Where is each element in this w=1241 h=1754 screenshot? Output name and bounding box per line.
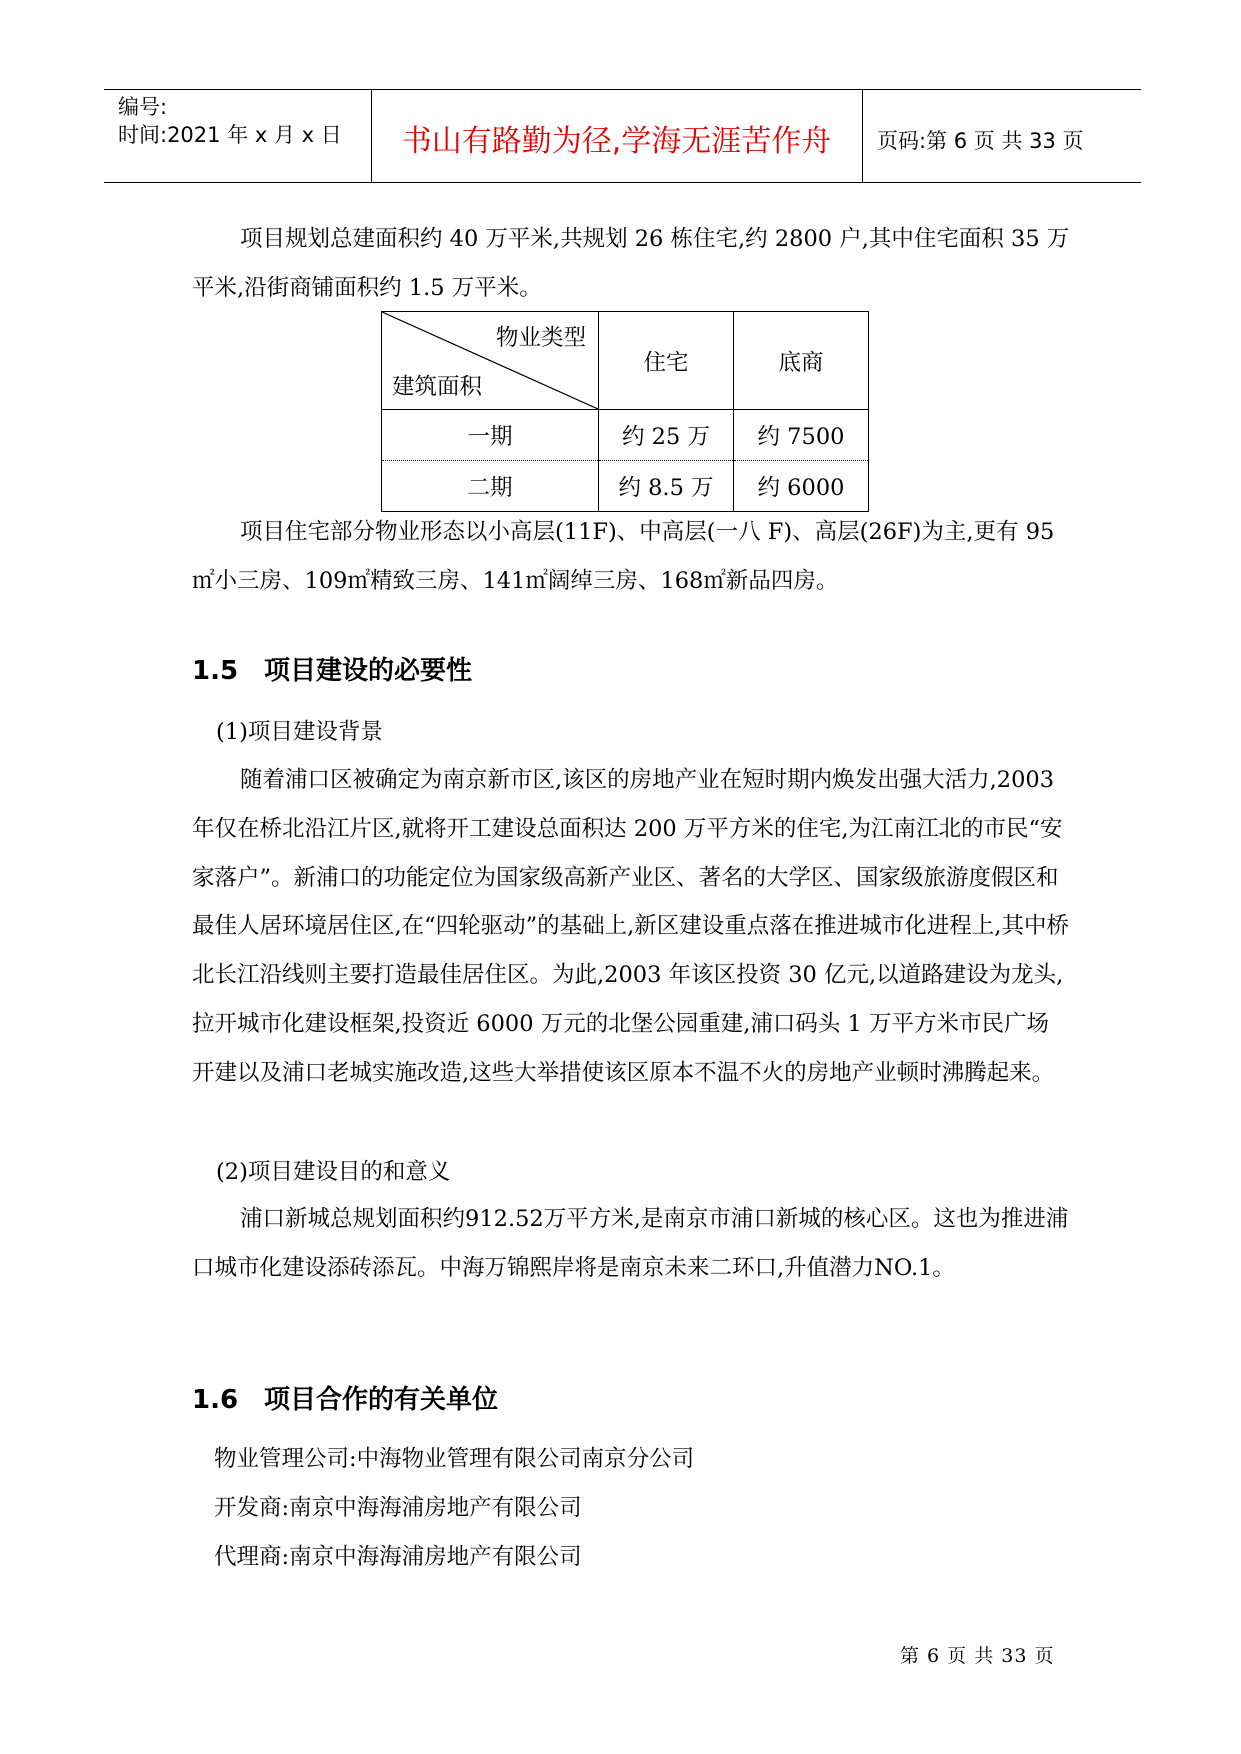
col-header-residential: 住宅 — [599, 312, 734, 410]
table-corner-cell — [382, 312, 599, 410]
table-row — [382, 461, 869, 512]
section-number: 1.6 — [192, 1385, 239, 1415]
background-paragraph: 随着浦口区被确定为南京新市区,该区的房地产业在短时期内焕发出强大活力,2003 年仅在桥北沿江片区,就将开工建设总面积达 200 万平方米的住宅,为江南江北的市民“安家落户”。新浦口的功能定位为国家级高新产业区、著名的大学区、国家级旅游度假区和最佳人居环境居住区,在“四轮驱动”的基础上,新区建设重点落在推进城市化进程上,其中桥北长江沿线则主要打造最佳居住区。为此,2003 年该区投资 30 亿元,以道路建设为龙头,拉开城市化建设框架,投资近 6000 万元的北堡公园重建,浦口码头 1 万平方米市民广场开建以及浦口老城实施改造,这些大举措使该区原本不温不火的房地产业顿时沸腾起来。 — [192, 767, 1069, 1086]
section-number: 1.5 — [192, 656, 239, 686]
partner-property-management: 物业管理公司:中海物业管理有限公司南京分公司 — [214, 1446, 695, 1472]
header-bottom-rule — [104, 182, 1141, 183]
header-top-rule — [104, 89, 1141, 90]
subheading-purpose: (2)项目建设目的和意义 — [216, 1159, 451, 1185]
corner-bottom-label: 建筑面积 — [392, 374, 483, 400]
row-label: 一期 — [382, 410, 599, 461]
header-divider-right — [862, 89, 863, 182]
header-meta — [118, 93, 342, 149]
subheading-background: (1)项目建设背景 — [216, 719, 383, 745]
corner-top-label: 物业类型 — [495, 325, 586, 351]
table-header-row — [382, 312, 869, 410]
cell-residential: 约 25 万 — [599, 410, 734, 461]
section-heading-1-6 — [192, 1379, 498, 1416]
partner-developer: 开发商:南京中海海浦房地产有限公司 — [214, 1495, 582, 1521]
header-page-number: 页码:第 6 页 共 33 页 — [877, 129, 1084, 153]
row-label: 二期 — [382, 461, 599, 512]
cell-commercial: 约 6000 — [734, 461, 869, 512]
section-title: 项目建设的必要性 — [264, 656, 473, 686]
section-heading-1-5 — [192, 650, 472, 687]
header-time: 时间:2021 年 x 月 x 日 — [118, 123, 342, 147]
area-table — [381, 311, 869, 512]
footer-page-number: 第 6 页 共 33 页 — [900, 1645, 1055, 1667]
intro-paragraph-2: 项目住宅部分物业形态以小高层(11F)、中高层(一八 F)、高层(26F)为主,更有 95㎡小三房、109㎡精致三房、141㎡阔绰三房、168㎡新品四房。 — [192, 519, 1055, 594]
section-title: 项目合作的有关单位 — [264, 1385, 499, 1415]
header-motto: 书山有路勤为径,学海无涯苦作舟 — [401, 124, 832, 159]
cell-commercial: 约 7500 — [734, 410, 869, 461]
header-number: 编号: — [118, 95, 168, 119]
table-row — [382, 410, 869, 461]
partner-agent: 代理商:南京中海海浦房地产有限公司 — [214, 1544, 582, 1570]
col-header-commercial: 底商 — [734, 312, 869, 410]
cell-residential: 约 8.5 万 — [599, 461, 734, 512]
purpose-paragraph: 浦口新城总规划面积约912.52万平方米,是南京市浦口新城的核心区。这也为推进浦口城市化建设添砖添瓦。中海万锦熙岸将是南京未来二环口,升值潜力NO.1。 — [192, 1206, 1069, 1281]
intro-paragraph-1: 项目规划总建面积约 40 万平米,共规划 26 栋住宅,约 2800 户,其中住宅面积 35 万平米,沿街商铺面积约 1.5 万平米。 — [192, 226, 1070, 301]
